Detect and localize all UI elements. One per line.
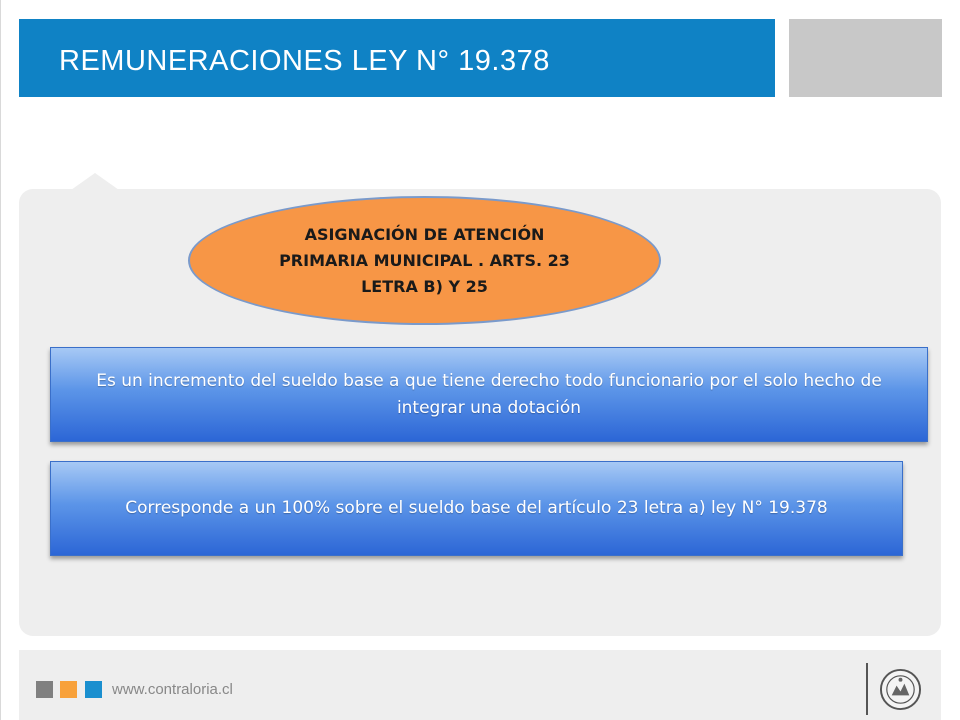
heading-text: ASIGNACIÓN DE ATENCIÓN PRIMARIA MUNICIPAL . ARTS. 23 LETRA B) Y 25: [279, 224, 570, 296]
footer-square-orange: [60, 681, 77, 698]
footer-square-blue: [85, 681, 102, 698]
info-box-percentage-text: Corresponde a un 100% sobre el sueldo base del artículo 23 letra a) ley N° 19.378: [125, 498, 828, 518]
contraloria-seal-icon: [879, 668, 922, 711]
panel-notch: [71, 173, 119, 190]
info-box-definition-text: Es un incremento del sueldo base a que tiene derecho todo funcionario por el solo hecho de integrar una dotación: [96, 370, 882, 418]
website-link[interactable]: www.contraloria.cl: [112, 681, 233, 698]
footer-divider: [866, 663, 868, 715]
header-gray-block: [789, 19, 942, 97]
left-edge-rule: [0, 0, 1, 720]
title-bar: [19, 19, 775, 97]
slide-title: REMUNERACIONES LEY N° 19.378: [59, 45, 550, 77]
heading-ellipse: [188, 196, 661, 325]
info-box-percentage: [50, 461, 903, 556]
footer-square-gray: [36, 681, 53, 698]
info-box-definition: [50, 347, 928, 442]
footer-bar: [19, 650, 941, 720]
